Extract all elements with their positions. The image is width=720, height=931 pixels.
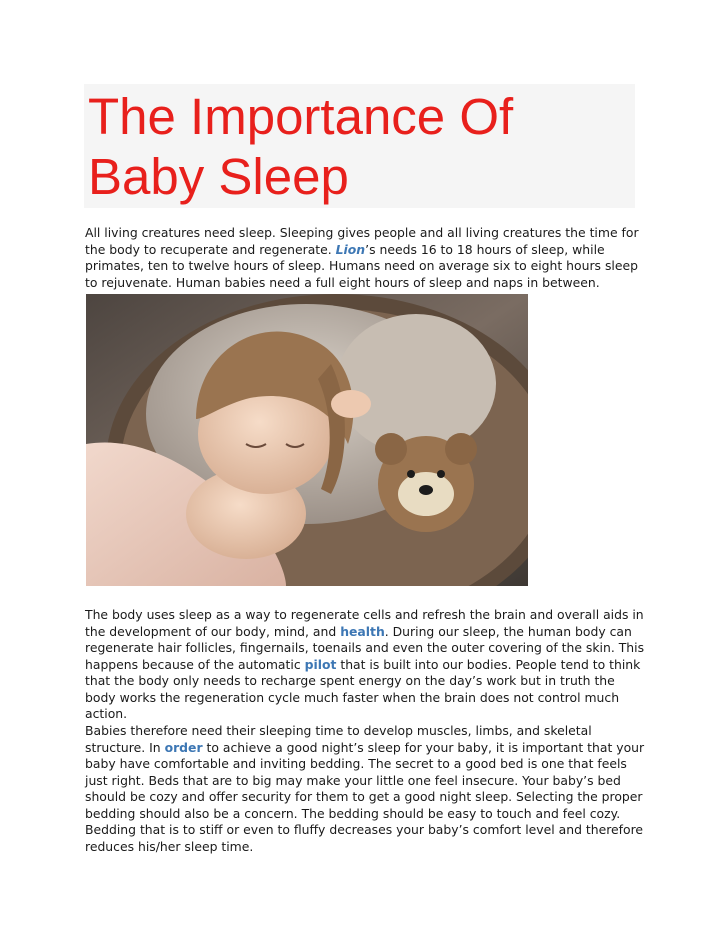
bedding-paragraph (85, 723, 645, 855)
intro-text-after: ’s needs 16 to 18 hours of sleep, while primates, ten to twelve hours of sleep. Humans need on average six to eight hours sleep to rejuvenate. Human babies need a full eight hours of sleep and naps in between. (85, 241, 638, 290)
body-text-2: . During our sleep, the human body can regenerate hair follicles, fingernails, toenails and even the outer covering of the skin. This happens because of the automatic (85, 623, 645, 672)
intro-paragraph (85, 225, 645, 291)
body-text-3: that is built into our bodies. People tend to think that the body only needs to recharge spent energy on the day’s work but in truth the body works the regeneration cycle much faster when the brain does not control much action. (85, 656, 641, 721)
page-title (84, 87, 635, 207)
body-text-1: The body uses sleep as a way to regenerate cells and refresh the brain and overall aids in the development of our body, mind, and (85, 607, 644, 639)
title-box (84, 84, 635, 208)
intro-text-before: All living creatures need sleep. Sleeping gives people and all living creatures the time for the body to recuperate and regenerate. (85, 225, 639, 257)
sleeping-baby-photo (86, 294, 528, 586)
pilot-link[interactable]: pilot (304, 656, 337, 672)
title-line-2: Baby Sleep (88, 148, 349, 205)
bedding-text-2: to achieve a good night’s sleep for your baby, it is important that your baby have comfortable and inviting bedding. The secret to a good bed is one that feels just right. Beds that are to big may make your little one feel insecure. Your baby’s bed should be cozy and offer security for them to get a good night sleep. Selecting the proper bedding should also be a concern. The bedding should be easy to touch and feel cozy. Bedding that is to stiff or even to fluffy decreases your baby’s comfort level and therefore reduces his/her sleep time. (85, 739, 645, 854)
bedding-text-1: Babies therefore need their sleeping time to develop muscles, limbs, and skeletal structure. In (85, 723, 592, 755)
title-line-1: The Importance Of (88, 88, 514, 145)
body-paragraph (85, 607, 645, 723)
order-link[interactable]: order (164, 739, 203, 755)
lion-link[interactable]: Lion (335, 241, 366, 257)
health-link[interactable]: health (340, 623, 385, 639)
